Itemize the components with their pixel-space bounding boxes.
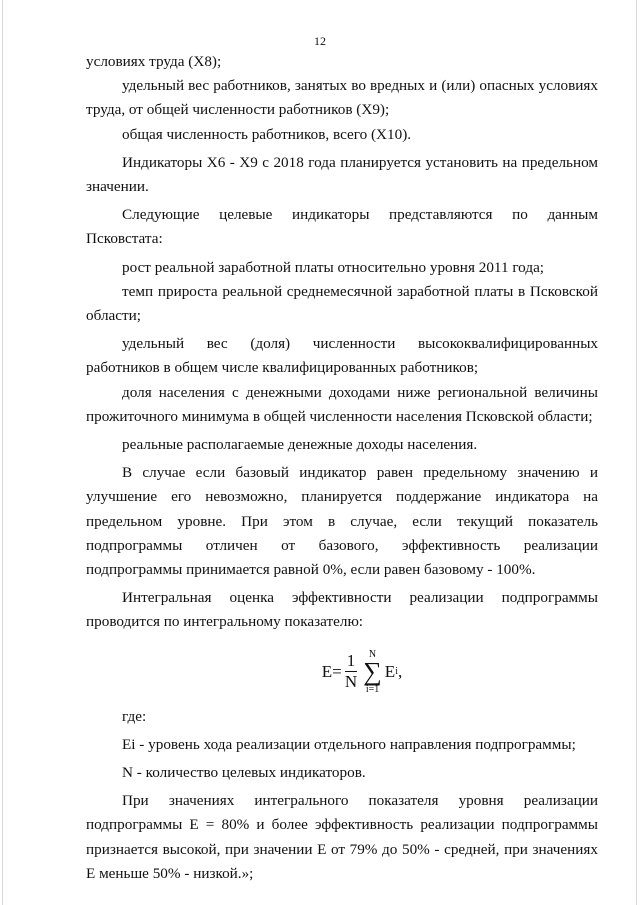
- formula-lhs: E=: [321, 661, 342, 681]
- scan-edge-left: [2, 0, 3, 905]
- paragraph-2: удельный вес работников, занятых во вредных и (или) опасных условиях труда, от общей численности работников (X9);: [86, 77, 598, 119]
- paragraph-1: условиях труда (X8);: [86, 53, 222, 70]
- formula-lower-limit: i=1: [365, 683, 380, 695]
- scan-edge-right: [636, 0, 637, 905]
- formula-numerator: 1: [346, 651, 356, 671]
- document-body: [86, 50, 598, 886]
- paragraph-12: Интегральная оценка эффективности реализации подпрограммы проводится по интегральному показателю:: [86, 589, 598, 631]
- page-number: 12: [314, 34, 326, 48]
- formula-sum: [363, 649, 382, 695]
- paragraph-n: N - количество целевых индикаторов.: [122, 764, 366, 782]
- formula-tail: ,: [397, 661, 403, 681]
- paragraph-11: В случае если базовый индикатор равен предельному значению и улучшение его невозможно, планируется поддержание индикатора на предельном уровне. При этом в случае, если текущий показатель подпрограммы отличен от базового, эффективность реализации подпрограммы принимается равной 0%, если равен базовому - 100%.: [86, 464, 598, 579]
- paragraph-3: общая численность работников, всего (X10).: [122, 125, 412, 143]
- paragraph-where: где:: [122, 707, 147, 725]
- formula-upper-limit: N: [368, 648, 377, 660]
- paragraph-8: удельный вес (доля) численности высококвалифицированных работников в общем числе квалифицированных работников;: [86, 335, 598, 377]
- paragraph-6: рост реальной заработной платы относительно уровня 2011 года;: [122, 258, 545, 276]
- paragraph-evaluation: При значениях интегрального показателя уровня реализации подпрограммы E = 80% и более эффективность реализации подпрограммы признается высокой, при значении E от 79% до 50% - средней, при значениях E меньше 50% - низкой.»;: [86, 792, 598, 882]
- paragraph-9: доля населения с денежными доходами ниже региональной величины прожиточного минимума в общей численности населения Псковской области;: [86, 383, 598, 425]
- formula-term-sub: i: [395, 665, 398, 677]
- paragraph-ei: Ei - уровень хода реализации отдельного направления подпрограммы;: [122, 735, 576, 753]
- formula-term: E: [384, 661, 396, 681]
- paragraph-4: Индикаторы X6 - X9 с 2018 года планируется установить на предельном значении.: [86, 153, 598, 196]
- paragraph-10: реальные располагаемые денежные доходы населения.: [122, 436, 478, 454]
- paragraph-5: Следующие целевые индикаторы представляются по данным Псковстата:: [86, 206, 598, 248]
- integral-formula: [126, 643, 598, 701]
- formula-denominator: N: [344, 672, 358, 692]
- sigma-symbol: ∑: [363, 656, 382, 686]
- formula-fraction: [345, 651, 358, 692]
- paragraph-7: темп прироста реальной среднемесячной заработной платы в Псковской области;: [86, 282, 598, 325]
